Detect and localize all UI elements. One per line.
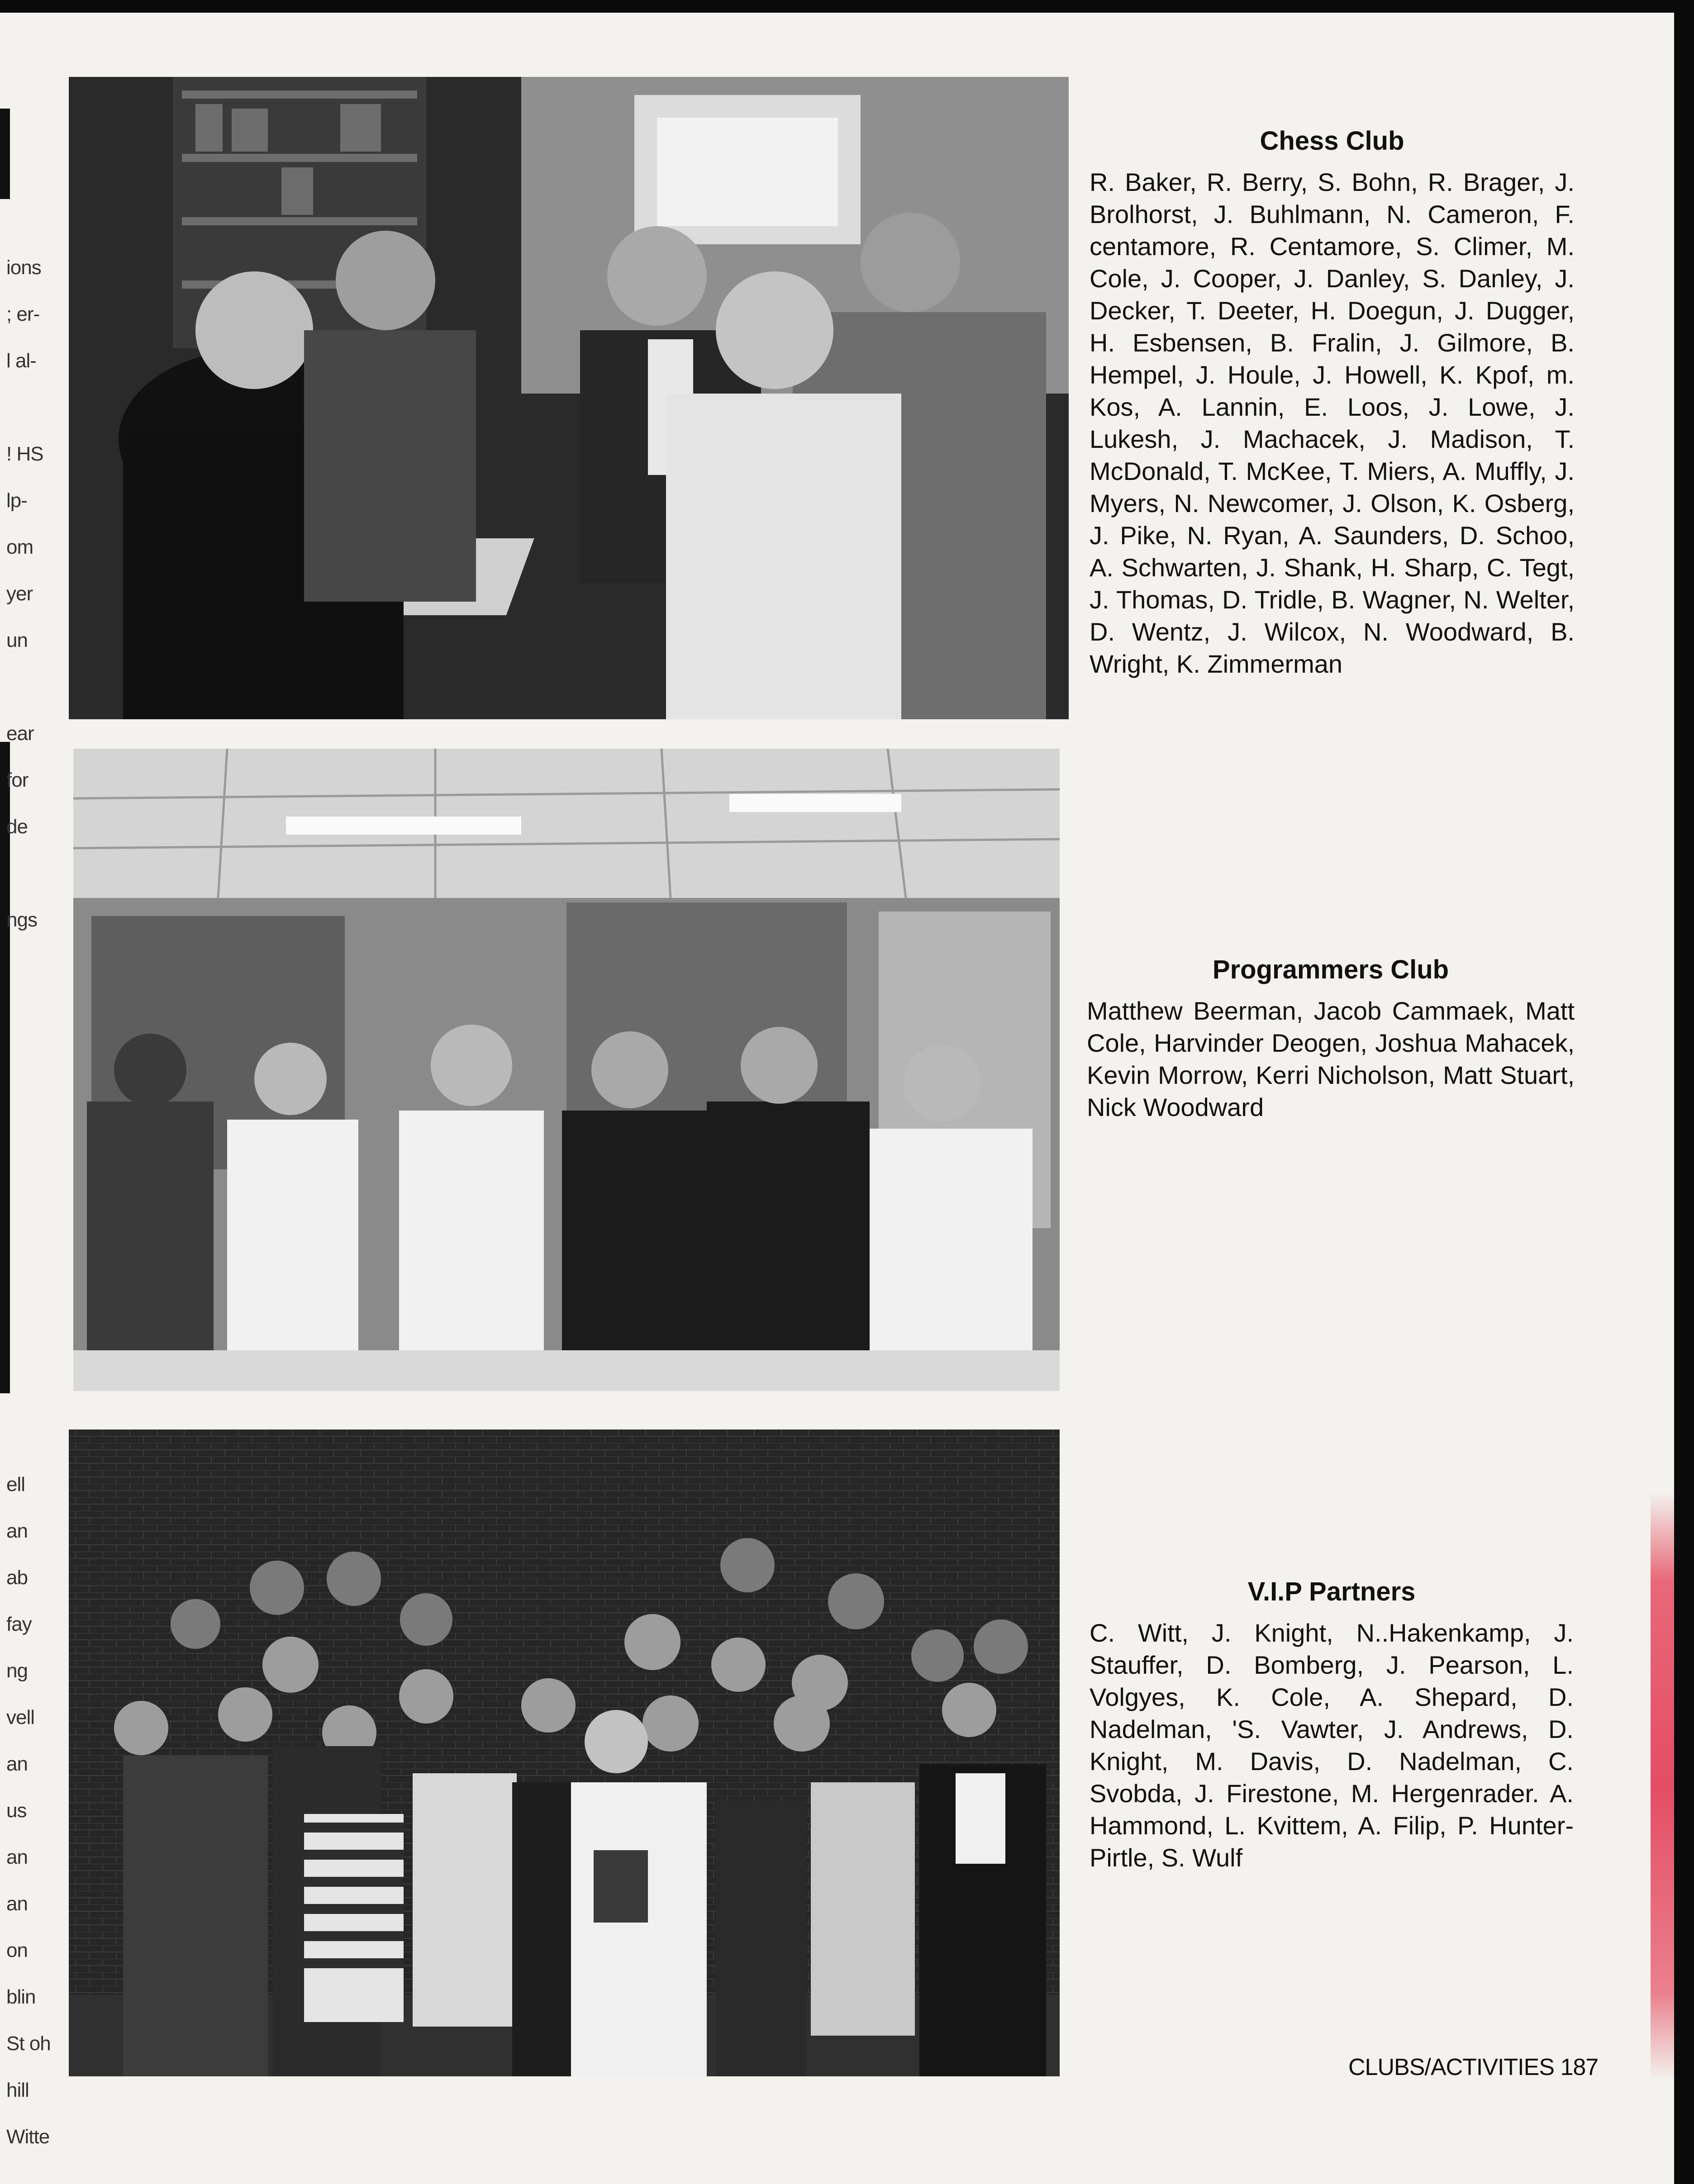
facing-page-fragment-bottom: ell an ab fay ng vell an us an an on blin St oh hill Witte — [6, 1473, 51, 2148]
chess-club-members: R. Baker, R. Berry, S. Bohn, R. Brager, J. Brolhorst, J. Buhlmann, N. Cameron, F. centamore, R. Centamore, S. Climer, M. Cole, J. Cooper, J. Danley, S. Danley, J. Decker, T. Deeter, H. Doegun, J. Dugger, H. Esbensen, B. Fralin, J. Gilmore, B. Hempel, J. Houle, J. Howell, K. Kpof, m. Kos, A. Lannin, E. Loos, J. Lowe, J. Lukesh, J. Machacek, J. Madison, T. McDonald, T. McKee, T. Miers, A. Muffly, J. Myers, N. Newcomer, J. Olson, K. Osberg, J. Pike, N. Ryan, A. Saunders, D. Schoo, A. Schwarten, J. Shank, H. Sharp, C. Tegt, J. Thomas, D. Tridle, B. Wagner, N. Welter, D. Wentz, J. Wilcox, N. Woodward, B. Wright, K. Zimmerman — [1090, 168, 1575, 678]
chess-club-caption — [1090, 126, 1575, 680]
gutter-mark-top — [0, 109, 10, 199]
vip-partners-members: C. Witt, J. Knight, N..Hakenkamp, J. Stauffer, D. Bomberg, J. Pearson, L. Volgyes, K. Cole, A. Shepard, D. Nadelman, 'S. Vawter, J. Andrews, D. Knight, M. Davis, D. Nadelman, C. Svobda, J. Firestone, M. Hergenrader. A. Hammond, L. Kvittem, A. Filip, P. Hunter-Pirtle, S. Wulf — [1090, 1619, 1574, 1872]
page-edge-color — [1651, 1493, 1674, 2081]
programmers-club-members: Matthew Beerman, Jacob Cammaek, Matt Cole, Harvinder Deogen, Joshua Mahacek, Kevin Morrow, Kerri Nicholson, Matt Stuart, Nick Woodward — [1087, 997, 1575, 1121]
scan-border-top — [0, 0, 1694, 13]
vip-partners-photo — [69, 1429, 1060, 2076]
facing-page-fragment-top: ions ; er- l al- ! HS lp- om yer un ear for de ngs — [6, 256, 43, 931]
scan-border-right — [1674, 0, 1694, 2184]
programmers-club-caption — [1087, 954, 1575, 1123]
programmers-club-title: Programmers Club — [1212, 955, 1449, 984]
chess-club-title: Chess Club — [1260, 126, 1404, 156]
vip-partners-title: V.I.P Partners — [1247, 1577, 1416, 1606]
page-footer: CLUBS/ACTIVITIES 187 — [1348, 2054, 1599, 2080]
chess-club-photo — [69, 77, 1069, 719]
programmers-club-photo — [73, 749, 1060, 1391]
vip-partners-caption — [1090, 1576, 1574, 1874]
